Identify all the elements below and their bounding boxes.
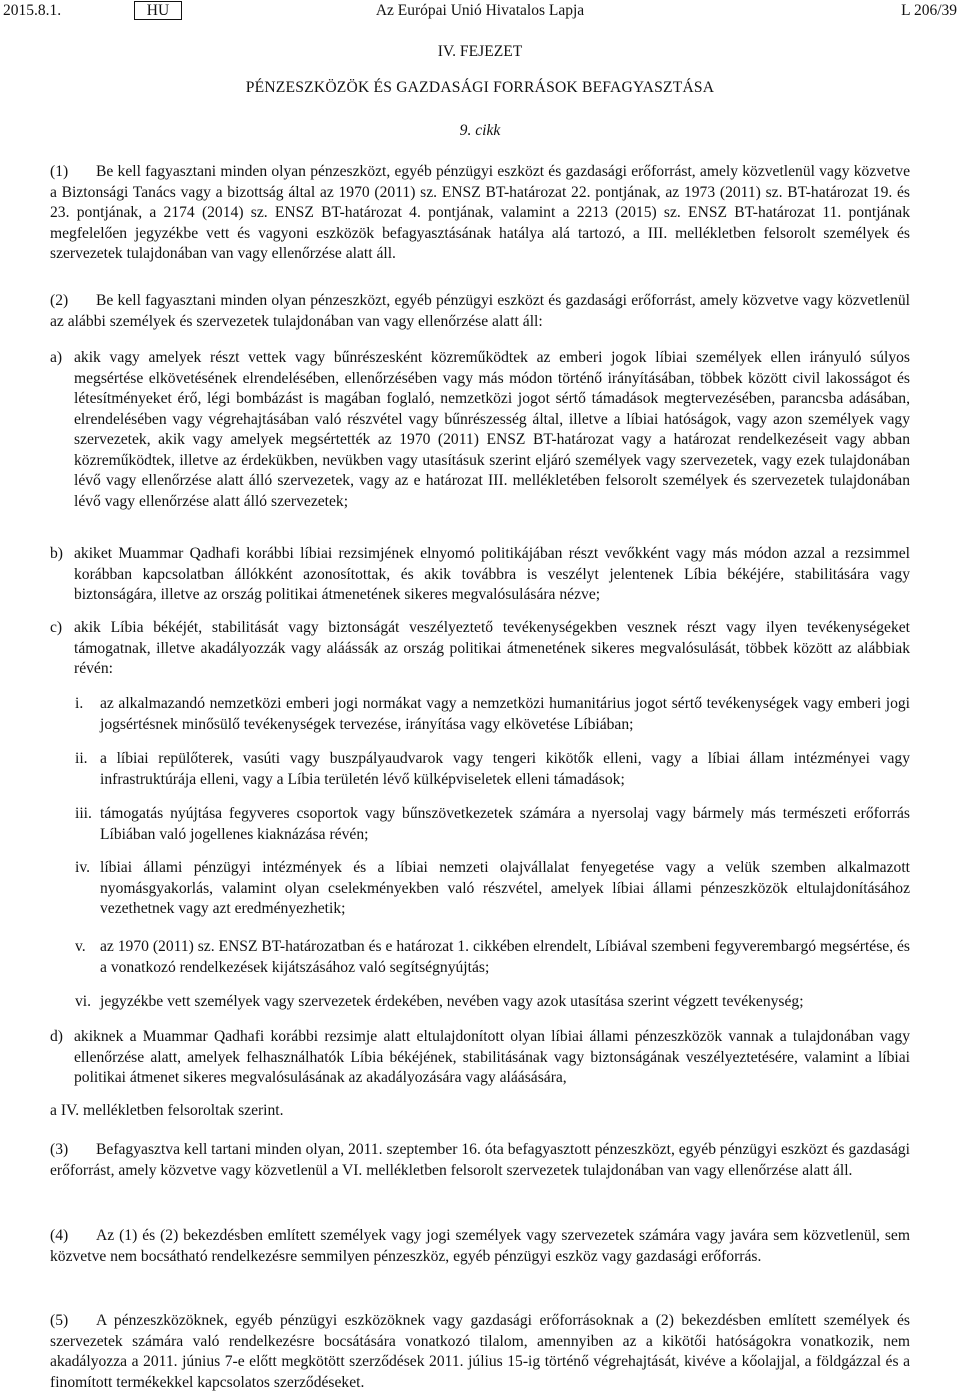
sub-item-i: [75, 694, 910, 735]
sub-label: i.: [75, 695, 84, 712]
list-item-d: [50, 1027, 910, 1089]
sub-item-iii: [75, 804, 910, 845]
paragraph-3: [50, 1140, 910, 1181]
paragraph-number: (3): [50, 1141, 69, 1158]
sub-text: az 1970 (2011) sz. ENSZ BT-határozatban és e határozat 1. cikkében elrendelt, Líbiával szembeni fegyverembargó megsértése, és a vonatkozó rendelkezések kijátszásához való segítségnyújtás;: [100, 938, 910, 976]
list-label: b): [50, 545, 63, 562]
sub-label: iv.: [75, 859, 91, 876]
list-item-c: [50, 618, 910, 680]
chapter-heading: IV. FEJEZET: [437, 43, 523, 60]
paragraph-text: Be kell fagyasztani minden olyan pénzeszközt, egyéb pénzügyi eszközt és gazdasági erőforrást, amely közvetve vagy közvetlenül az alábbi személyek és szervezetek tulajdonában van vagy ellenőrzése alatt áll:: [50, 292, 910, 330]
publication-date: 2015.8.1.: [3, 2, 62, 19]
paragraph-text: Az (1) és (2) bekezdésben említett személyek vagy jogi személyek vagy szervezetek számára vagy javára sem közvetlenül, sem közvetve nem bocsátható rendelkezésre semmilyen pénzeszköz, egyéb pénzügyi eszköz vagy gazdasági erőforrás.: [50, 1227, 910, 1265]
list-item-b: [50, 544, 910, 606]
paragraph-2: [50, 291, 910, 332]
paragraph-text: Be kell fagyasztani minden olyan pénzeszközt, egyéb pénzügyi eszközt és gazdasági erőforrást, amely közvetlenül vagy közvetve a Biztonsági Tanács vagy a bizottság által az 1970 (2011) sz. ENSZ BT-határozat 22. pontjának, az 1973 (2011) sz. BT-határozat 19. és 23. pontjának, a 2174 (2014) sz. ENSZ BT-határozat 4. pontjának, valamint a 2213 (2015) sz. ENSZ BT-határozat 11. pontjának megfelelően jegyzékbe vett és vagyoni eszközök befagyasztásának hatálya alá tartozó, a III. mellékletben felsorolt személyek és szervezetek tulajdonában van vagy ellenőrzése alatt áll.: [50, 163, 910, 262]
list-text: akiknek a Muammar Qadhafi korábbi rezsimje alatt eltulajdonított olyan líbiai állami pénzeszközök vannak a tulajdonában vagy ellenőrzése alatt, amelyek felhasználhatók Líbia békéjének, stabilitásának vagy biztonságának veszélyeztetésére, valamint a líbiai politikai átmenet sikeres megvalósulásának az akadályozására vagy aláásására,: [74, 1028, 910, 1086]
sub-text: támogatás nyújtása fegyveres csoportok vagy bűnszövetkezetek számára a nyersolaj vagy bármely más természeti erőforrás Líbiában való jogellenes kiaknázása révén;: [100, 805, 910, 843]
paragraph-number: (1): [50, 163, 69, 180]
page-number: L 206/39: [901, 2, 957, 19]
sub-label: v.: [75, 938, 86, 955]
article-heading: 9. cikk: [459, 122, 501, 139]
page-header: [0, 0, 960, 22]
sub-label: iii.: [75, 805, 92, 822]
paragraph-number: (2): [50, 292, 69, 309]
list-text: akik Líbia békéjét, stabilitását vagy biztonságát veszélyeztető tevékenységekben vesznek részt vagy ilyen tevékenységeket támogatnak, illetve akadályozzák vagy aláássák az ország politikai átmenetének sikeres megvalósulását, többek között az alábbiak révén:: [74, 619, 910, 677]
list-item-a: [50, 348, 910, 512]
sub-item-vi: [75, 992, 910, 1013]
language-badge: HU: [134, 1, 182, 20]
sub-item-v: [75, 937, 910, 978]
sub-item-ii: [75, 749, 910, 790]
list-text: akiket Muammar Qadhafi korábbi líbiai rezsimjének elnyomó politikájában részt vevőkként vagy más módon azzal a rezsimmel korábban kapcsolatban állókként azonosítottak, és akik továbbra is veszélyt jelentenek Líbia békéjére, stabilitására vagy biztonságára, illetve az ország politikai átmenetének sikeres megvalósulására nézve;: [74, 545, 910, 603]
paragraph-number: (5): [50, 1312, 69, 1329]
chapter-title: PÉNZESZKÖZÖK ÉS GAZDASÁGI FORRÁSOK BEFAGYASZTÁSA: [245, 79, 715, 96]
paragraph-1: [50, 162, 910, 265]
paragraph-5: [50, 1311, 910, 1393]
sub-text: jegyzékbe vett személyek vagy szervezetek érdekében, nevében vagy azok utasítása szerint végzett tevékenység;: [100, 993, 804, 1010]
sub-label: vi.: [75, 993, 92, 1010]
paragraph-text: Befagyasztva kell tartani minden olyan, 2011. szeptember 16. óta befagyasztott pénzeszközt, egyéb pénzügyi eszközt és gazdasági erőforrást, amely közvetve vagy közvetlenül a VI. mellékletben felsorolt szervezetek tulajdonában van vagy ellenőrzése alatt áll.: [50, 1141, 910, 1179]
sub-text: az alkalmazandó nemzetközi emberi jogi normákat vagy a nemzetközi humanitárius jogot sértő tevékenységek vagy emberi jogi jogsértésnek minősülő tevékenységek tervezése, irányítása vagy elkövetése Líbiában;: [100, 695, 910, 733]
sub-text: líbiai állami pénzügyi intézmények és a líbiai nemzeti olajvállalat fenyegetése vagy a velük szemben alkalmazott nyomásgyakorlás, valamint olyan cselekményekben való részvétel, amelyek líbiai állami pénzeszközök eltulajdonításához vezethetnek vagy azt eredményezhetik;: [100, 859, 910, 917]
list-label: c): [50, 619, 63, 636]
list-label: a): [50, 349, 63, 366]
sub-text: a líbiai repülőterek, vasúti vagy buszpályaudvarok vagy tengeri kikötők elleni, vagy a líbiai állam intézményei vagy infrastruktúrája elleni, vagy a Líbia területén lévő külképviseletek elleni támadások;: [100, 750, 910, 788]
list-label: d): [50, 1028, 63, 1045]
paragraph-4: [50, 1226, 910, 1267]
paragraph-text: A pénzeszközöknek, egyéb pénzügyi eszközöknek vagy gazdasági erőforrásoknak a (2) bekezdésben említett személyek és szervezetek számára való rendelkezésre bocsátására vonatkozó tilalom, amennyiben az a kikötői hatóságokra vonatkozik, nem akadályozza a 2011. június 7-e előtt megkötött szerződések 2011. július 15-ig történő végrehajtását, kivéve a kőolajjal, a földgázzal és a finomított termékekkel kapcsolatos szerződéseket.: [50, 1312, 910, 1391]
closing-line: a IV. mellékletben felsoroltak szerint.: [50, 1102, 284, 1119]
sub-label: ii.: [75, 750, 88, 767]
list-text: akik vagy amelyek részt vettek vagy bűnrészesként közreműködtek az emberi jogok líbiai személyek ellen irányuló súlyos megsértése elkövetésének elrendelésében, ellenőrzésében vagy más módon történő irányításában, többek között civil lakosságot és létesítményeket érő, légi bombázást is magában foglaló, nemzetközi jogot sértő támadások megtervezésében, parancsba adásában, elrendelésében vagy végrehajtásában való részvétel vagy bűnrészesség által, illetve a líbiai hatóságok, vagy azon személyek vagy szervezetek, akik vagy amelyek megsértették az 1970 (2011) ENSZ BT-határozat vagy a határozat rendelkezéseit vagy abban közreműködtek, illetve az érdekükben, nevükben vagy utasításuk szerint eljáró személyek vagy szervezetek, vagy ezek tulajdonában lévő vagy ellenőrzése alatt álló szervezetek, vagy az e határozat III. mellékletében felsorolt személyek és szervezetek tulajdonában lévő vagy ellenőrzése alatt álló szervezetek;: [74, 349, 910, 510]
journal-title: Az Európai Unió Hivatalos Lapja: [375, 2, 585, 19]
sub-item-iv: [75, 858, 910, 920]
paragraph-number: (4): [50, 1227, 69, 1244]
